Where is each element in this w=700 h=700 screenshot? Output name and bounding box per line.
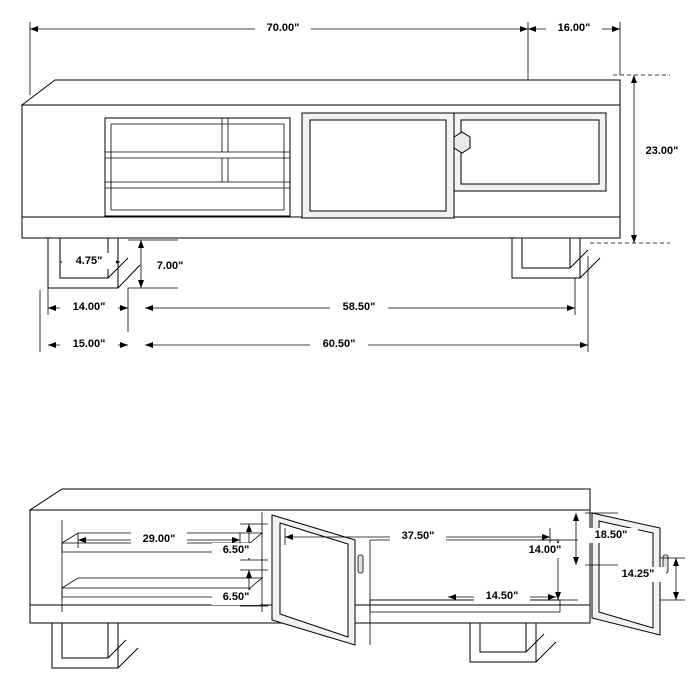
arrow-right-7 [567, 305, 575, 311]
left-open-shelf-unit [105, 118, 290, 216]
dim-upper-shelf-height: 6.50" [222, 543, 250, 556]
arrow-left-1 [30, 26, 38, 32]
dim-left-base-width: 15.00" [72, 337, 106, 350]
interior-leg-left-diagonal-b [108, 640, 126, 658]
leg-right-diagonal-b [570, 250, 588, 268]
interior-leg-right-diagonal [536, 642, 556, 662]
dim-right-interior-height: 14.25" [621, 567, 655, 580]
door-handle-left-icon[interactable] [358, 555, 363, 573]
dim-cabinet-width: 37.50" [401, 529, 435, 542]
arrow-left-6 [48, 305, 56, 311]
arrow-right-9 [580, 342, 588, 348]
dim-inner-span: 58.50" [342, 300, 376, 313]
leg-right-inner [522, 238, 570, 268]
interior-leg-left-inner [62, 623, 108, 658]
hexagon-knob-icon[interactable] [454, 132, 470, 153]
dim-leg-width: 4.75" [75, 254, 103, 267]
dim-cabinet-base-width: 14.50" [485, 589, 519, 602]
dim-base-span: 60.50" [322, 337, 356, 350]
interior-leg-left-diagonal [118, 648, 138, 668]
dim-door-height: 18.50" [594, 528, 628, 541]
cabinet-top-surface [22, 80, 620, 105]
arrow-down-16 [673, 592, 679, 600]
arrow-right-6 [120, 305, 128, 311]
leg-left-diagonal [118, 265, 140, 288]
interior-elevation-view [30, 489, 685, 668]
arrow-up-3 [631, 75, 637, 83]
arrow-right-8 [120, 342, 128, 348]
cabinet-door-right-inset [461, 120, 599, 184]
cabinet-door-left-inset [310, 120, 446, 211]
dim-leg-height: 7.00" [156, 259, 184, 272]
dim-shelf-opening-width: 14.00" [72, 300, 106, 313]
dim-right-section-width-top: 16.00" [557, 21, 591, 34]
arrow-left-9 [145, 342, 153, 348]
arrow-right-2 [612, 26, 620, 32]
arrow-right-1 [520, 26, 528, 32]
dim-cabinet-interior-height: 14.00" [528, 543, 562, 556]
arrow-down-5 [138, 280, 144, 288]
dim-upper-shelf-width: 29.00" [142, 532, 176, 545]
arrow-left-7 [145, 305, 153, 311]
interior-top-surface [30, 489, 590, 510]
dim-overall-height: 23.00" [645, 144, 679, 157]
arrow-left-8 [48, 342, 56, 348]
arrow-down-3 [631, 235, 637, 243]
front-elevation-view [22, 20, 690, 353]
interior-leg-right-diagonal-b [526, 634, 544, 652]
interior-leg-right-inner [480, 623, 526, 652]
arrow-left-2 [528, 26, 536, 32]
arrow-up-5 [138, 240, 144, 248]
cabinet-bottom-rail [22, 217, 620, 238]
dim-overall-width-top: 70.00" [266, 21, 300, 34]
arrow-up-16 [673, 558, 679, 566]
dim-lower-shelf-height: 6.50" [222, 590, 250, 603]
leg-right-diagonal [580, 258, 600, 278]
